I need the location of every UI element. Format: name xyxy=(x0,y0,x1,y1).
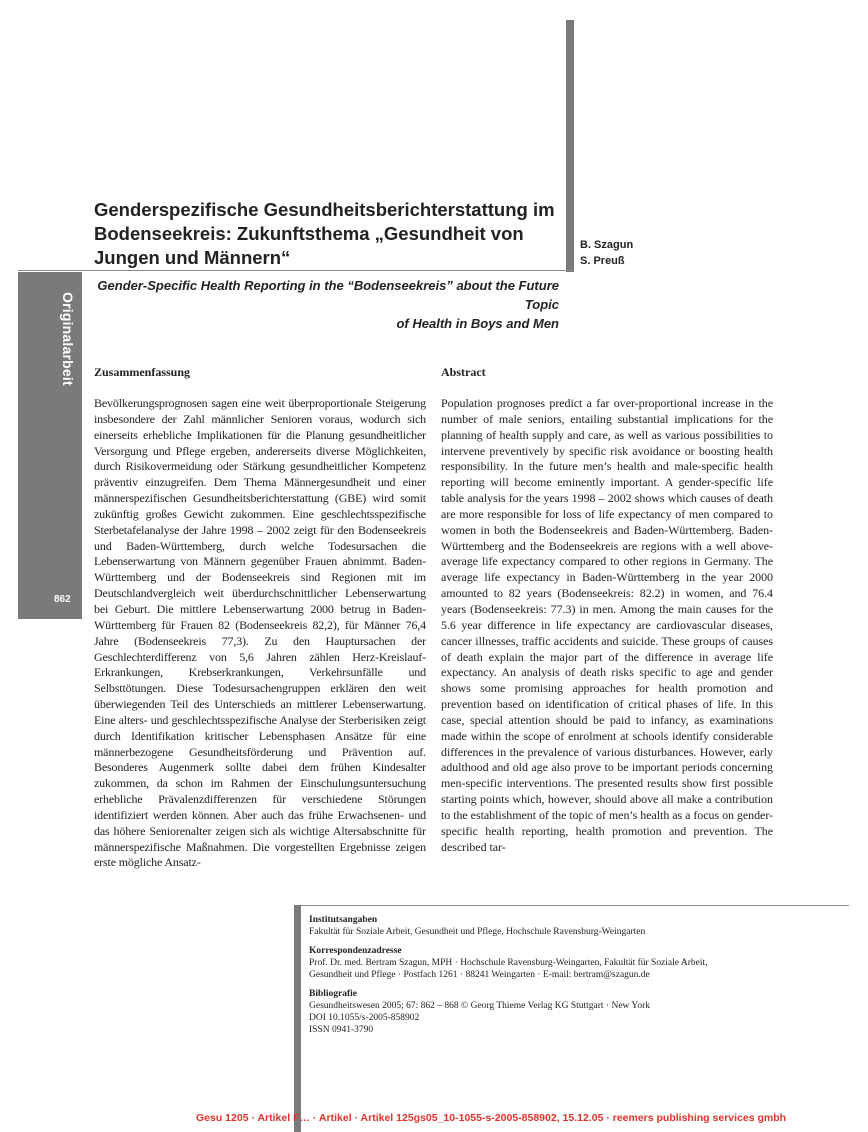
author-name: S. Preuß xyxy=(580,255,625,267)
bibliography-line: Gesundheitswesen 2005; 67: 862 – 868 © Georg Thieme Verlag KG Stuttgart · New York xyxy=(309,1001,651,1011)
abstract-section xyxy=(441,365,773,855)
subtitle-line: of Health in Boys and Men xyxy=(396,316,559,331)
institut-block xyxy=(309,914,839,938)
abstract-heading: Abstract xyxy=(441,365,486,379)
zusammenfassung-section xyxy=(94,365,426,871)
article-title: Genderspezifische Gesundheitsberichterstattung im Bodenseekreis: Zukunftsthema „Gesundheit von Jungen und Männern“ xyxy=(94,199,555,268)
article-subtitle xyxy=(94,276,559,333)
page-number: 862 xyxy=(54,594,71,605)
header-vertical-bar xyxy=(566,20,574,272)
article-info-box xyxy=(309,914,839,1043)
author-name: B. Szagun xyxy=(580,239,634,251)
section-tab xyxy=(18,272,82,619)
info-vertical-bar xyxy=(294,905,301,1132)
title-divider xyxy=(18,270,574,271)
correspondence-line: Prof. Dr. med. Bertram Szagun, MPH · Hochschule Ravensburg-Weingarten, Fakultät für Soziale Arbeit, xyxy=(309,958,708,968)
bibliography-block xyxy=(309,988,839,1036)
abstract-text: Population prognoses predict a far over-proportional increase in the number of male seniors, entailing substantial implications for the planning of health supply and care, as well as various possibilities to intervene preventively by specific risk avoidance or boosting health responsibility. In the future men’s health and male-specific health reporting will become eminently important. A gender-specific life table analysis for the years 1998 – 2002 shows which causes of death are more responsible for loss of life expectancy of men compared to women in both the Bodenseekreis and Baden-Württemberg. Baden-Württemberg and the Bodenseekreis are regions with a well above-average life expectancy compared to other regions in Germany. The average life expectancy in Baden-Württemberg in the year 2000 amounted to 82 years (Bodenseekreis: 82.2) in women, and 76.4 years (Bodenseekreis: 77.3) in men. Among the main causes for the 5.6 year difference in life expectancy are cardiovascular diseases, cancer illnesses, traffic accidents and suicide. These groups of causes of death explain the major part of the difference in average life expectancy. An analysis of death risks specific to age and gender shows some promising approaches for health promotion and prevention based on identification of critical phases of life. In this case, special attention should be paid to infancy, as examinations made within the scope of enrolment at schools identify considerable differences in the prevalence of various disturbances. However, early adulthood and old age also prove to be important periods concerning men-specific interventions. The presented results show first possible starting points which, however, should above all make a contribution to the establishment of the topic of men’s health as a focus on gender-specific health reporting, health promotion and prevention. The described tar- xyxy=(441,396,773,854)
bibliography-line: ISSN 0941-3790 xyxy=(309,1025,374,1035)
section-label: Originalarbeit xyxy=(60,292,76,386)
institut-text: Fakultät für Soziale Arbeit, Gesundheit und Pflege, Hochschule Ravensburg-Weingarten xyxy=(309,927,646,937)
correspondence-line: Gesundheit und Pflege · Postfach 1261 · 88241 Weingarten · E-mail: bertram@szagun.de xyxy=(309,970,650,980)
production-footer: Gesu 1205 · Artikel F… · Artikel · Artikel 125gs05_10-1055-s-2005-858902, 15.12.05 · reemers publishing services gmbh xyxy=(196,1112,787,1124)
bibliography-line: DOI 10.1055/s-2005-858902 xyxy=(309,1013,420,1023)
zusammenfassung-text: Bevölkerungsprognosen sagen eine weit überproportionale Steigerung insbesondere der Zahl männlicher Senioren voraus, wodurch sich einerseits erhebliche Implikationen für die Planung gesundheitlicher Versorgung und Pflege ergeben, andererseits diverse Möglichkeiten, durch Risikovermeidung oder Stärkung gesundheitlicher Kompetenz präventiv einzugreifen. Dem Thema Männergesundheit und einer männerspezifischen Gesundheitsberichterstattung (GBE) wird somit zukünftig großes Gewicht zukommen. Eine geschlechtsspezifische Sterbetafelanalyse der Jahre 1998 – 2002 zeigt für den Bodenseekreis und Baden-Württemberg, durch welche Todesursachen die Lebenserwartung von Männern gegenüber Frauen abnimmt. Baden-Württemberg und der Bodenseekreis sind Regionen mit im Deutschlandvergleich weit überdurchschnittlicher Lebenserwartung bei Geburt. Die mittlere Lebenserwartung 2000 betrug in Baden-Württemberg für Frauen 82 (Bodenseekreis 82,2), für Männer 76,4 Jahre (Bodenseekreis 77,3). Zu den Hauptursachen der Geschlechterdifferenz von 5,6 Jahren zählen Herz-Kreislauf-Erkrankungen, Krebserkrankungen, Verkehrsunfälle und Selbsttötungen. Diese Todesursachengruppen erklären den weit überwiegenden Teil des Unterschieds an mittlerer Lebenserwartung. Eine alters- und geschlechtsspezifische Analyse der Sterberisiken zeigt durch Identifikation kritischer Lebensphasen Ansätze für eine männerbezogene Gesundheitsförderung und Prävention auf. Besonderes Augenmerk sollte dabei dem frühen Kindesalter zukommen, da schon im Rahmen der Einschulungsuntersuchung erhebliche Prävalenzdifferenzen für verschiedene Störungen identifiziert werden können. Aber auch das frühe Erwachsenen- und das höhere Seniorenalter zeigen sich als wichtige Altersabschnitte für männerspezifische Maßnahmen. Die vorgestellten Ergebnisse zeigen erste mögliche Ansatz- xyxy=(94,396,426,870)
info-divider xyxy=(301,905,849,906)
correspondence-label: Korrespondenzadresse xyxy=(309,946,402,956)
bibliography-label: Bibliografie xyxy=(309,989,358,999)
institut-label: Institutsangaben xyxy=(309,915,378,925)
author-list xyxy=(580,237,633,269)
subtitle-line: Gender-Specific Health Reporting in the “Bodenseekreis” about the Future Topic xyxy=(97,278,559,312)
zusammenfassung-heading: Zusammenfassung xyxy=(94,365,191,379)
correspondence-block xyxy=(309,945,839,981)
